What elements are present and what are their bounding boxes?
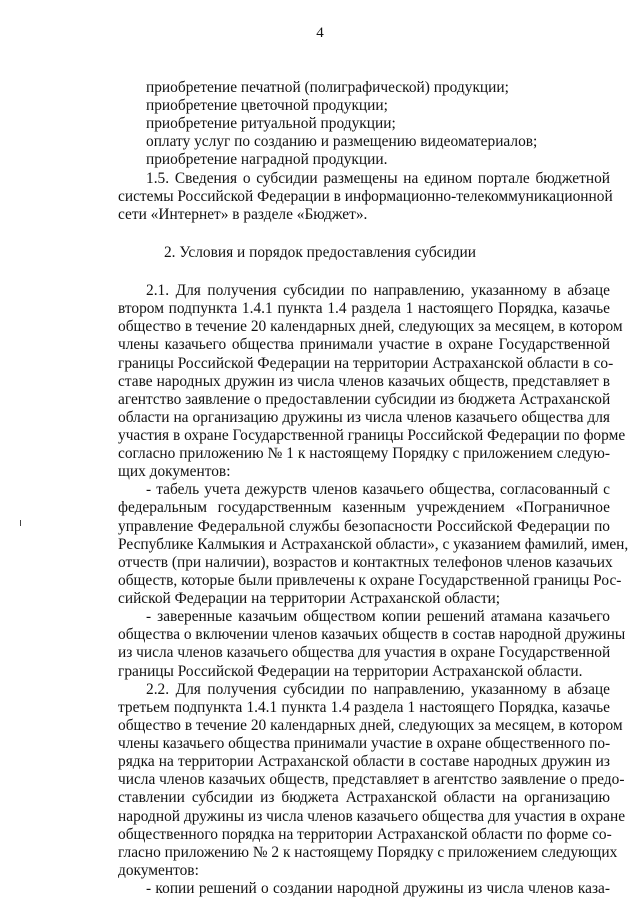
- paragraph-line: границы Российской Федерации на территории Астраханской области.: [118, 663, 583, 680]
- paragraph-line: Республике Калмыкия и Астраханской области», с указанием фамилий, имен,: [118, 536, 629, 553]
- list-item: приобретение печатной (полиграфической) продукции;: [146, 79, 509, 96]
- section-heading: 2. Условия и порядок предоставления субсидии: [163, 244, 477, 261]
- list-item: - заверенные казачьим обществом копии решений атамана казачьего: [146, 608, 610, 625]
- list-item: оплату услуг по созданию и размещению видеоматериалов;: [146, 133, 538, 150]
- list-item: приобретение ритуальной продукции;: [146, 115, 396, 132]
- paragraph-line: ставлении субсидии из бюджета Астраханской области на организацию: [118, 789, 610, 806]
- scan-artifact: [20, 520, 21, 526]
- paragraph-line: рядка на территории Астраханской области в составе народных дружин из: [118, 753, 610, 770]
- paragraph-line: границы Российской Федерации на территории Астраханской области в со-: [118, 355, 614, 372]
- paragraph-line: члены казачьего общества принимали участие в охране общественного по-: [118, 735, 611, 752]
- paragraph-line: агентство заявление о предоставлении субсидии из бюджета Астраханской: [118, 391, 611, 408]
- paragraph-line: области на организацию дружины из числа членов казачьего общества для: [118, 409, 610, 426]
- list-item: - копии решений о создании народной дружины из числа членов каза-: [146, 880, 610, 897]
- paragraph-line: согласно приложению № 1 к настоящему Порядку с приложением следую-: [118, 445, 610, 462]
- paragraph-line: народной дружины из числа членов казачьего общества для участия в охране: [118, 808, 626, 825]
- paragraph-line: 1.5. Сведения о субсидии размещены на едином портале бюджетной: [146, 170, 610, 187]
- paragraph-line: общество в течение 20 календарных дней, следующих за месяцем, в котором: [118, 318, 623, 335]
- paragraph-line: управление Федеральной службы безопасности Российской Федерации по: [118, 518, 610, 535]
- paragraph-line: общественного порядка на территории Астраханской области по форме со-: [118, 826, 612, 843]
- paragraph-line: системы Российской Федерации в информационно-телекоммуникационной: [118, 188, 613, 205]
- paragraph-line: общество в течение 20 календарных дней, следующих за месяцем, в котором: [118, 717, 623, 734]
- paragraph-line: сийской Федерации на территории Астраханской области;: [118, 590, 501, 607]
- paragraph-line: члены казачьего общества принимали участие в охране Государственной: [118, 336, 610, 353]
- paragraph-line: из числа членов казачьего общества для участия в охране Государственной: [118, 644, 611, 661]
- paragraph-line: третьем подпункта 1.4.1 пункта 1.4 раздела 1 настоящего Порядка, казачье: [118, 699, 610, 716]
- paragraph-line: отчеств (при наличии), возрастов и контактных телефонов членов казачьих: [118, 554, 613, 571]
- paragraph-line: гласно приложению № 2 к настоящему Порядку с приложением следующих: [118, 844, 618, 861]
- list-item: - табель учета дежурств членов казачьего общества, согласованный с: [146, 481, 610, 498]
- paragraph-line: втором подпункта 1.4.1 пункта 1.4 раздела 1 настоящего Порядка, казачье: [118, 300, 610, 317]
- paragraph-line: общества о включении членов казачьих обществ в состав народной дружины: [118, 626, 626, 643]
- list-item: приобретение наградной продукции.: [146, 151, 388, 168]
- paragraph-line: щих документов:: [118, 463, 231, 480]
- paragraph-line: ставе народных дружин из числа членов казачьих обществ, представляет в: [118, 373, 610, 390]
- paragraph-line: обществ, которые были привлечены к охране Государственной границы Рос-: [118, 572, 622, 589]
- paragraph-line: документов:: [118, 862, 199, 879]
- paragraph-line: сети «Интернет» в разделе «Бюджет».: [118, 206, 368, 223]
- paragraph-line: федеральным государственным казенным учреждением «Пограничное: [118, 499, 610, 516]
- paragraph-line: 2.2. Для получения субсидии по направлению, указанному в абзаце: [146, 681, 610, 698]
- list-item: приобретение цветочной продукции;: [146, 97, 388, 114]
- paragraph-line: участия в охране Государственной границы Российской Федерации по форме: [118, 427, 626, 444]
- paragraph-line: числа членов казачьих обществ, представляет в агентство заявление о предо-: [118, 771, 625, 788]
- paragraph-line: 2.1. Для получения субсидии по направлению, указанному в абзаце: [146, 282, 610, 299]
- page-number: 4: [316, 25, 324, 41]
